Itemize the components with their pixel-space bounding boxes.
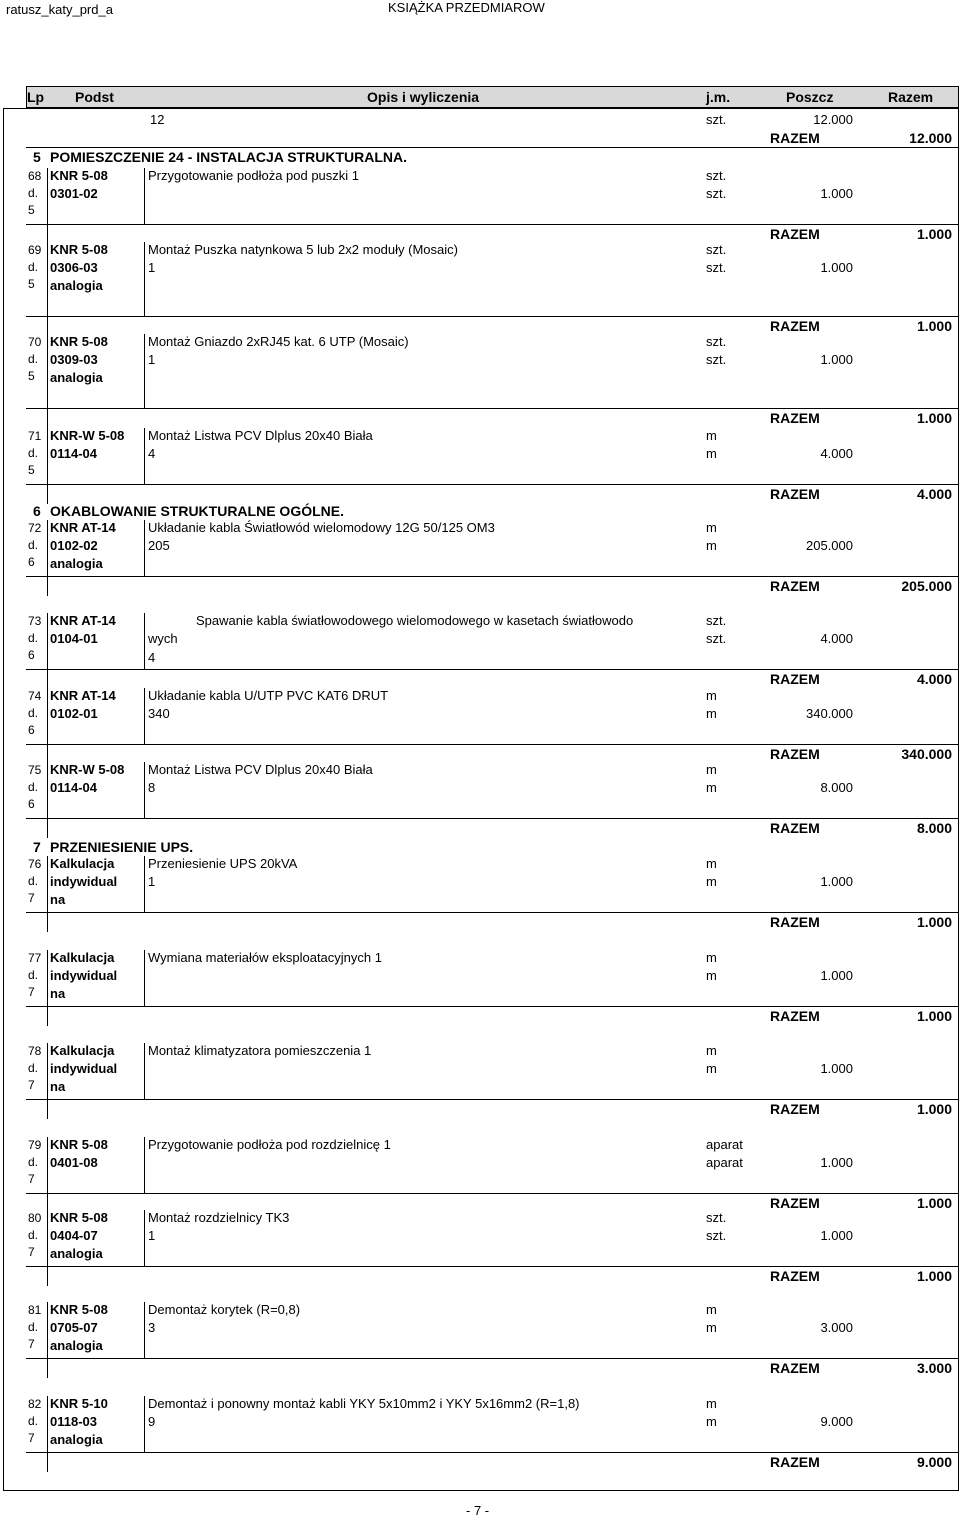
item-divider xyxy=(26,1006,959,1007)
item-description: Montaż Gniazdo 2xRJ45 kat. 6 UTP (Mosaic) xyxy=(148,334,409,349)
item-description: Montaż Listwa PCV Dlplus 20x40 Biała xyxy=(148,762,373,777)
item-code: Kalkulacja xyxy=(50,856,115,871)
item-section-ref: 7 xyxy=(28,1245,35,1259)
page-number: - 7 - xyxy=(466,1503,490,1518)
column-divider xyxy=(144,242,145,316)
column-divider xyxy=(47,613,48,689)
item-code-number: 0114-04 xyxy=(50,446,97,461)
item-unit: m xyxy=(706,520,717,535)
item-unit: m xyxy=(706,1302,717,1317)
item-divider xyxy=(26,316,959,317)
item-section-ref: 6 xyxy=(28,648,35,662)
item-code-number: indywidual xyxy=(50,968,118,983)
section-divider xyxy=(26,147,959,148)
item-value: 1.000 xyxy=(820,968,853,983)
item-section-ref: 7 xyxy=(28,1172,35,1186)
item-divider xyxy=(26,1266,959,1267)
item-lp: 76 xyxy=(28,857,42,871)
column-divider xyxy=(47,334,48,428)
item-value: 1.000 xyxy=(820,1061,853,1076)
item-divider xyxy=(26,576,959,577)
razem-label: RAZEM xyxy=(770,914,820,930)
item-description: Spawanie kabla światłowodowego wielomodowego w kasetach światłowodo xyxy=(196,613,634,628)
item-code-number: 0306-03 xyxy=(50,260,98,275)
item-code-number: 0301-02 xyxy=(50,186,98,201)
item-divider xyxy=(26,224,959,225)
column-divider xyxy=(144,762,145,818)
item-unit: szt. xyxy=(706,260,727,275)
razem-label: RAZEM xyxy=(770,671,820,687)
item-calculation: 1 xyxy=(148,874,156,889)
item-lp: 79 xyxy=(28,1138,42,1152)
item-d: d. xyxy=(28,1414,39,1428)
item-code: KNR 5-08 xyxy=(50,1302,108,1317)
razem-label: RAZEM xyxy=(770,410,820,426)
razem-value: 1.000 xyxy=(916,1101,952,1117)
column-divider xyxy=(144,613,145,669)
item-section-ref: 5 xyxy=(28,463,35,477)
razem-value: 3.000 xyxy=(916,1360,952,1376)
item-unit: aparat xyxy=(706,1155,743,1170)
column-divider xyxy=(47,520,48,596)
item-d: d. xyxy=(28,538,39,552)
item-value: 1.000 xyxy=(820,1228,853,1243)
item-calculation: 1 xyxy=(148,1228,156,1243)
item-code-note: analogia xyxy=(50,1246,103,1261)
item-code-number: 0401-08 xyxy=(50,1155,98,1170)
item-d: d. xyxy=(28,446,39,460)
item-unit: m xyxy=(706,762,717,777)
razem-value: 1.000 xyxy=(916,410,952,426)
column-divider xyxy=(47,1210,48,1286)
item-divider xyxy=(26,912,959,913)
column-divider xyxy=(144,1043,145,1099)
column-divider xyxy=(144,1302,145,1358)
razem-value: 1.000 xyxy=(916,1008,952,1024)
item-lp: 71 xyxy=(28,429,42,443)
column-divider xyxy=(144,334,145,408)
calc-value: 12 xyxy=(150,112,165,127)
item-description: Demontaż i ponowny montaż kabli YKY 5x10mm2 i YKY 5x16mm2 (R=1,8) xyxy=(148,1396,580,1411)
item-lp: 82 xyxy=(28,1397,42,1411)
column-divider xyxy=(144,428,145,484)
item-code: Kalkulacja xyxy=(50,1043,115,1058)
item-description: Demontaż korytek (R=0,8) xyxy=(148,1302,301,1317)
razem-label: RAZEM xyxy=(770,820,820,836)
item-code-number: indywidual xyxy=(50,874,118,889)
item-code: KNR 5-08 xyxy=(50,1210,108,1225)
razem-label: RAZEM xyxy=(770,746,820,762)
razem-label: RAZEM xyxy=(770,1101,820,1117)
item-calculation: 4 xyxy=(148,650,156,665)
item-lp: 74 xyxy=(28,689,42,703)
item-value: 8.000 xyxy=(820,780,853,795)
item-code-number: 0309-03 xyxy=(50,352,98,367)
item-value: 340.000 xyxy=(806,706,853,721)
item-lp: 80 xyxy=(28,1211,42,1225)
column-poszcz: Poszcz xyxy=(786,89,834,105)
item-unit: m xyxy=(706,446,717,461)
item-divider xyxy=(26,669,959,670)
column-divider xyxy=(47,950,48,1026)
item-code: KNR-W 5-08 xyxy=(50,762,125,777)
item-section-ref: 7 xyxy=(28,985,35,999)
item-value: 1.000 xyxy=(820,352,853,367)
item-lp: 81 xyxy=(28,1303,42,1317)
column-divider xyxy=(144,856,145,912)
table-header xyxy=(26,86,959,108)
item-unit: m xyxy=(706,1396,717,1411)
item-description: Przygotowanie podłoża pod rozdzielnicę 1 xyxy=(148,1137,391,1152)
razem-label: RAZEM xyxy=(770,1195,820,1211)
column-divider xyxy=(47,856,48,932)
item-unit: szt. xyxy=(706,242,727,257)
item-section-ref: 7 xyxy=(28,1078,35,1092)
item-section-ref: 5 xyxy=(28,369,35,383)
item-description: Montaż Listwa PCV Dlplus 20x40 Biała xyxy=(148,428,373,443)
item-unit: m xyxy=(706,874,717,889)
column-divider xyxy=(47,688,48,764)
column-divider xyxy=(47,1302,48,1378)
item-unit: szt. xyxy=(706,631,727,646)
razem-label: RAZEM xyxy=(770,1008,820,1024)
item-code-note: na xyxy=(50,892,66,907)
column-divider xyxy=(47,428,48,504)
item-unit: m xyxy=(706,538,717,553)
column-divider xyxy=(144,1137,145,1193)
item-divider xyxy=(26,408,959,409)
item-code-number: 0114-04 xyxy=(50,780,97,795)
razem-label: RAZEM xyxy=(770,1268,820,1284)
item-code: KNR-W 5-08 xyxy=(50,428,125,443)
item-unit: m xyxy=(706,1320,717,1335)
item-unit: szt. xyxy=(706,186,727,201)
item-section-ref: 7 xyxy=(28,1431,35,1445)
item-description: Montaż Puszka natynkowa 5 lub 2x2 moduły (Mosaic) xyxy=(148,242,458,257)
razem-value: 9.000 xyxy=(916,1454,952,1470)
item-description: Wymiana materiałów eksploatacyjnych 1 xyxy=(148,950,382,965)
item-code: KNR 5-08 xyxy=(50,242,108,257)
item-unit: m xyxy=(706,428,717,443)
column-jm: j.m. xyxy=(706,89,731,105)
column-divider xyxy=(47,168,48,244)
section-number: 7 xyxy=(33,839,41,855)
item-code-number: 0102-02 xyxy=(50,538,98,553)
column-divider xyxy=(47,1043,48,1119)
razem-label: RAZEM xyxy=(770,318,820,334)
item-d: d. xyxy=(28,968,39,982)
item-calculation: 8 xyxy=(148,780,156,795)
item-unit: szt. xyxy=(706,1210,727,1225)
item-section-ref: 7 xyxy=(28,891,35,905)
column-opis: Opis i wyliczenia xyxy=(367,89,480,105)
item-value: 1.000 xyxy=(820,1155,853,1170)
item-unit: m xyxy=(706,706,717,721)
item-lp: 78 xyxy=(28,1044,42,1058)
item-lp: 70 xyxy=(28,335,42,349)
item-code-note: na xyxy=(50,1079,66,1094)
item-lp: 77 xyxy=(28,951,42,965)
item-code: KNR 5-08 xyxy=(50,1137,108,1152)
document-title: KSIĄŻKA PRZEDMIAROW xyxy=(388,0,545,15)
item-calculation: 1 xyxy=(148,352,156,367)
item-calculation: 205 xyxy=(148,538,170,553)
item-unit: m xyxy=(706,1061,717,1076)
column-lp: Lp xyxy=(27,89,45,105)
item-value: 4.000 xyxy=(820,631,853,646)
column-divider xyxy=(47,1137,48,1213)
item-description: Przeniesienie UPS 20kVA xyxy=(148,856,298,871)
item-unit: m xyxy=(706,780,717,795)
section-number: 5 xyxy=(33,149,41,165)
item-lp: 75 xyxy=(28,763,42,777)
poszcz-value: 12.000 xyxy=(813,112,853,127)
section-title: OKABLOWANIE STRUKTURALNE OGÓLNE. xyxy=(50,503,344,519)
item-unit: szt. xyxy=(706,352,727,367)
item-d: d. xyxy=(28,1228,39,1242)
razem-value: 1.000 xyxy=(916,914,952,930)
item-unit: szt. xyxy=(706,613,727,628)
column-divider xyxy=(47,762,48,838)
item-code-note: analogia xyxy=(50,556,103,571)
razem-value: 1.000 xyxy=(916,226,952,242)
section-title: POMIESZCZENIE 24 - INSTALACJA STRUKTURALNA. xyxy=(50,149,408,165)
item-description: Przygotowanie podłoża pod puszki 1 xyxy=(148,168,360,183)
item-code-number: indywidual xyxy=(50,1061,118,1076)
razem-label: RAZEM xyxy=(770,1360,820,1376)
item-divider xyxy=(26,744,959,745)
column-divider xyxy=(47,1396,48,1472)
razem-value: 4.000 xyxy=(916,671,952,687)
item-unit: m xyxy=(706,856,717,871)
column-divider xyxy=(144,1396,145,1452)
item-unit: szt. xyxy=(706,1228,727,1243)
item-section-ref: 5 xyxy=(28,203,35,217)
item-calculation: 3 xyxy=(148,1320,156,1335)
razem-value: 12.000 xyxy=(909,130,952,146)
item-divider xyxy=(26,484,959,485)
item-d: d. xyxy=(28,1320,39,1334)
razem-value: 1.000 xyxy=(916,318,952,334)
column-divider xyxy=(144,688,145,744)
item-section-ref: 6 xyxy=(28,555,35,569)
item-unit: aparat xyxy=(706,1137,743,1152)
item-description: Montaż rozdzielnicy TK3 xyxy=(148,1210,290,1225)
item-code-note: analogia xyxy=(50,1338,103,1353)
item-code-number: 0404-07 xyxy=(50,1228,98,1243)
column-podst: Podst xyxy=(75,89,114,105)
item-unit: m xyxy=(706,950,717,965)
razem-value: 1.000 xyxy=(916,1268,952,1284)
item-value: 1.000 xyxy=(820,260,853,275)
item-lp: 72 xyxy=(28,521,42,535)
razem-label: RAZEM xyxy=(770,226,820,242)
section-number: 6 xyxy=(33,503,41,519)
item-code-number: 0104-01 xyxy=(50,631,98,646)
razem-label: RAZEM xyxy=(770,130,820,146)
item-section-ref: 6 xyxy=(28,723,35,737)
item-description: Układanie kabla Światłowód wielomodowy 12G 50/125 OM3 xyxy=(148,520,495,535)
item-d: d. xyxy=(28,186,39,200)
item-code-number: 0102-01 xyxy=(50,706,98,721)
item-unit: m xyxy=(706,968,717,983)
razem-value: 8.000 xyxy=(916,820,952,836)
document-filename: ratusz_katy_prd_a xyxy=(6,2,113,17)
item-unit: m xyxy=(706,1414,717,1429)
item-divider xyxy=(26,1452,959,1453)
item-calculation: 1 xyxy=(148,260,156,275)
item-section-ref: 5 xyxy=(28,277,35,291)
item-lp: 68 xyxy=(28,169,42,183)
item-value: 3.000 xyxy=(820,1320,853,1335)
razem-value: 4.000 xyxy=(916,486,952,502)
item-code: KNR AT-14 xyxy=(50,688,116,703)
item-unit: m xyxy=(706,688,717,703)
item-value: 9.000 xyxy=(820,1414,853,1429)
item-unit: m xyxy=(706,1043,717,1058)
item-calculation: 340 xyxy=(148,706,170,721)
column-divider xyxy=(144,520,145,576)
item-code: KNR AT-14 xyxy=(50,520,116,535)
item-lp: 69 xyxy=(28,243,42,257)
item-divider xyxy=(26,1193,959,1194)
column-divider xyxy=(144,168,145,224)
item-unit: szt. xyxy=(706,168,727,183)
item-d: d. xyxy=(28,1155,39,1169)
item-lp: 73 xyxy=(28,614,42,628)
item-d: d. xyxy=(28,874,39,888)
item-divider xyxy=(26,1358,959,1359)
item-code: KNR 5-08 xyxy=(50,334,108,349)
item-calculation: 9 xyxy=(148,1414,156,1429)
razem-value: 340.000 xyxy=(901,746,952,762)
item-code-number: 0705-07 xyxy=(50,1320,98,1335)
item-section-ref: 6 xyxy=(28,797,35,811)
item-value: 4.000 xyxy=(820,446,853,461)
item-code-note: analogia xyxy=(50,370,103,385)
item-description-cont: wych xyxy=(148,631,178,646)
item-unit: szt. xyxy=(706,334,727,349)
item-code-note: analogia xyxy=(50,278,103,293)
item-code-note: na xyxy=(50,986,66,1001)
column-razem: Razem xyxy=(888,89,934,105)
item-d: d. xyxy=(28,780,39,794)
item-d: d. xyxy=(28,1061,39,1075)
item-code-number: 0118-03 xyxy=(50,1414,97,1429)
column-divider xyxy=(144,1210,145,1266)
item-d: d. xyxy=(28,631,39,645)
item-d: d. xyxy=(28,352,39,366)
section-title: PRZENIESIENIE UPS. xyxy=(50,839,194,855)
item-d: d. xyxy=(28,706,39,720)
item-description: Układanie kabla U/UTP PVC KAT6 DRUT xyxy=(148,688,389,703)
item-code: KNR AT-14 xyxy=(50,613,116,628)
razem-value: 205.000 xyxy=(901,578,952,594)
item-calculation: 4 xyxy=(148,446,156,461)
razem-label: RAZEM xyxy=(770,578,820,594)
item-value: 1.000 xyxy=(820,186,853,201)
item-value: 205.000 xyxy=(806,538,853,553)
item-code: Kalkulacja xyxy=(50,950,115,965)
razem-value: 1.000 xyxy=(916,1195,952,1211)
item-code-note: analogia xyxy=(50,1432,103,1447)
item-code: KNR 5-10 xyxy=(50,1396,108,1411)
item-divider xyxy=(26,818,959,819)
item-d: d. xyxy=(28,260,39,274)
column-divider xyxy=(144,950,145,1006)
item-description: Montaż klimatyzatora pomieszczenia 1 xyxy=(148,1043,372,1058)
razem-label: RAZEM xyxy=(770,1454,820,1470)
unit: szt. xyxy=(706,112,727,127)
item-divider xyxy=(26,1099,959,1100)
column-divider xyxy=(47,242,48,336)
item-code: KNR 5-08 xyxy=(50,168,108,183)
item-value: 1.000 xyxy=(820,874,853,889)
razem-label: RAZEM xyxy=(770,486,820,502)
item-section-ref: 7 xyxy=(28,1337,35,1351)
